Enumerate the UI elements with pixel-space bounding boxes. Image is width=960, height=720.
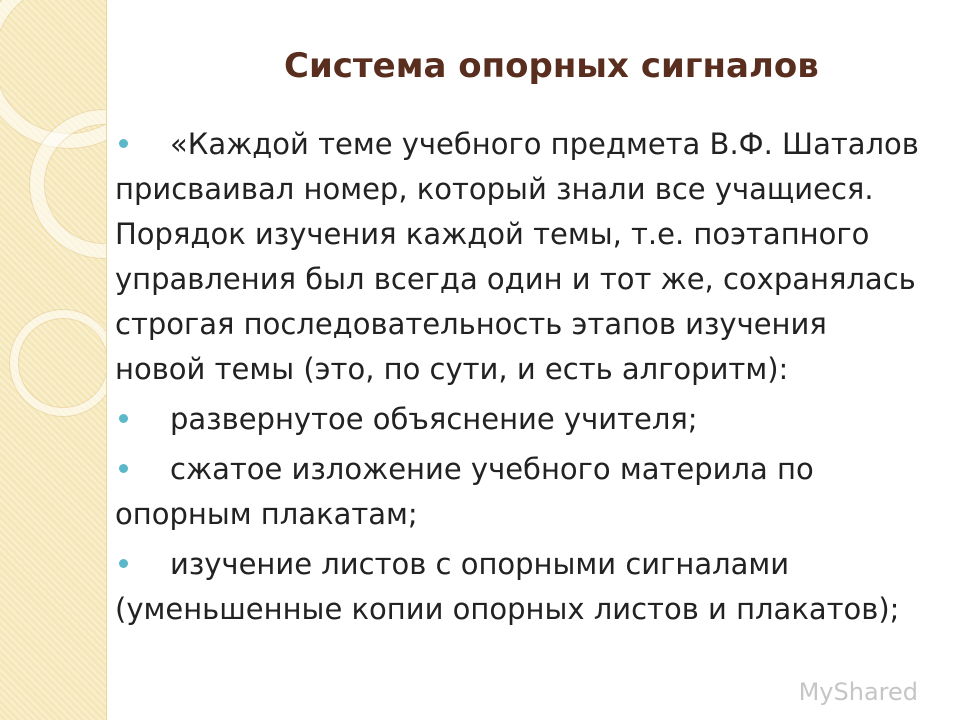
watermark: MyShared [798, 678, 918, 706]
bullet-text: развернутое объяснение учителя; [170, 402, 698, 436]
list-item [115, 397, 925, 442]
list-item [115, 122, 925, 392]
decorative-ring [10, 310, 107, 416]
bullet-text: «Каждой теме учебного предмета В.Ф. Шаталов присваивал номер, который знали все учащиеся. Порядок изучения каждой темы, т.е. поэтапного управления был всегда один и тот же, сохранялась строгая последовательность этапов изучения новой темы (это, по сути, и есть алгоритм): [115, 127, 919, 386]
bullet-dot-icon [119, 414, 128, 423]
bullet-dot-icon [119, 559, 128, 568]
bullet-dot-icon [119, 139, 128, 148]
bullet-dot-icon [119, 464, 128, 473]
bullet-text: изучение листов с опорными сигналами (уменьшенные копии опорных листов и плакатов); [115, 547, 900, 626]
bullet-text: сжатое изложение учебного материла по опорным плакатам; [115, 452, 814, 531]
decorative-stripe [0, 0, 107, 720]
list-item [115, 542, 925, 632]
list-item [115, 447, 925, 537]
bullet-list [115, 122, 925, 637]
slide-title: Система опорных сигналов [284, 46, 819, 86]
